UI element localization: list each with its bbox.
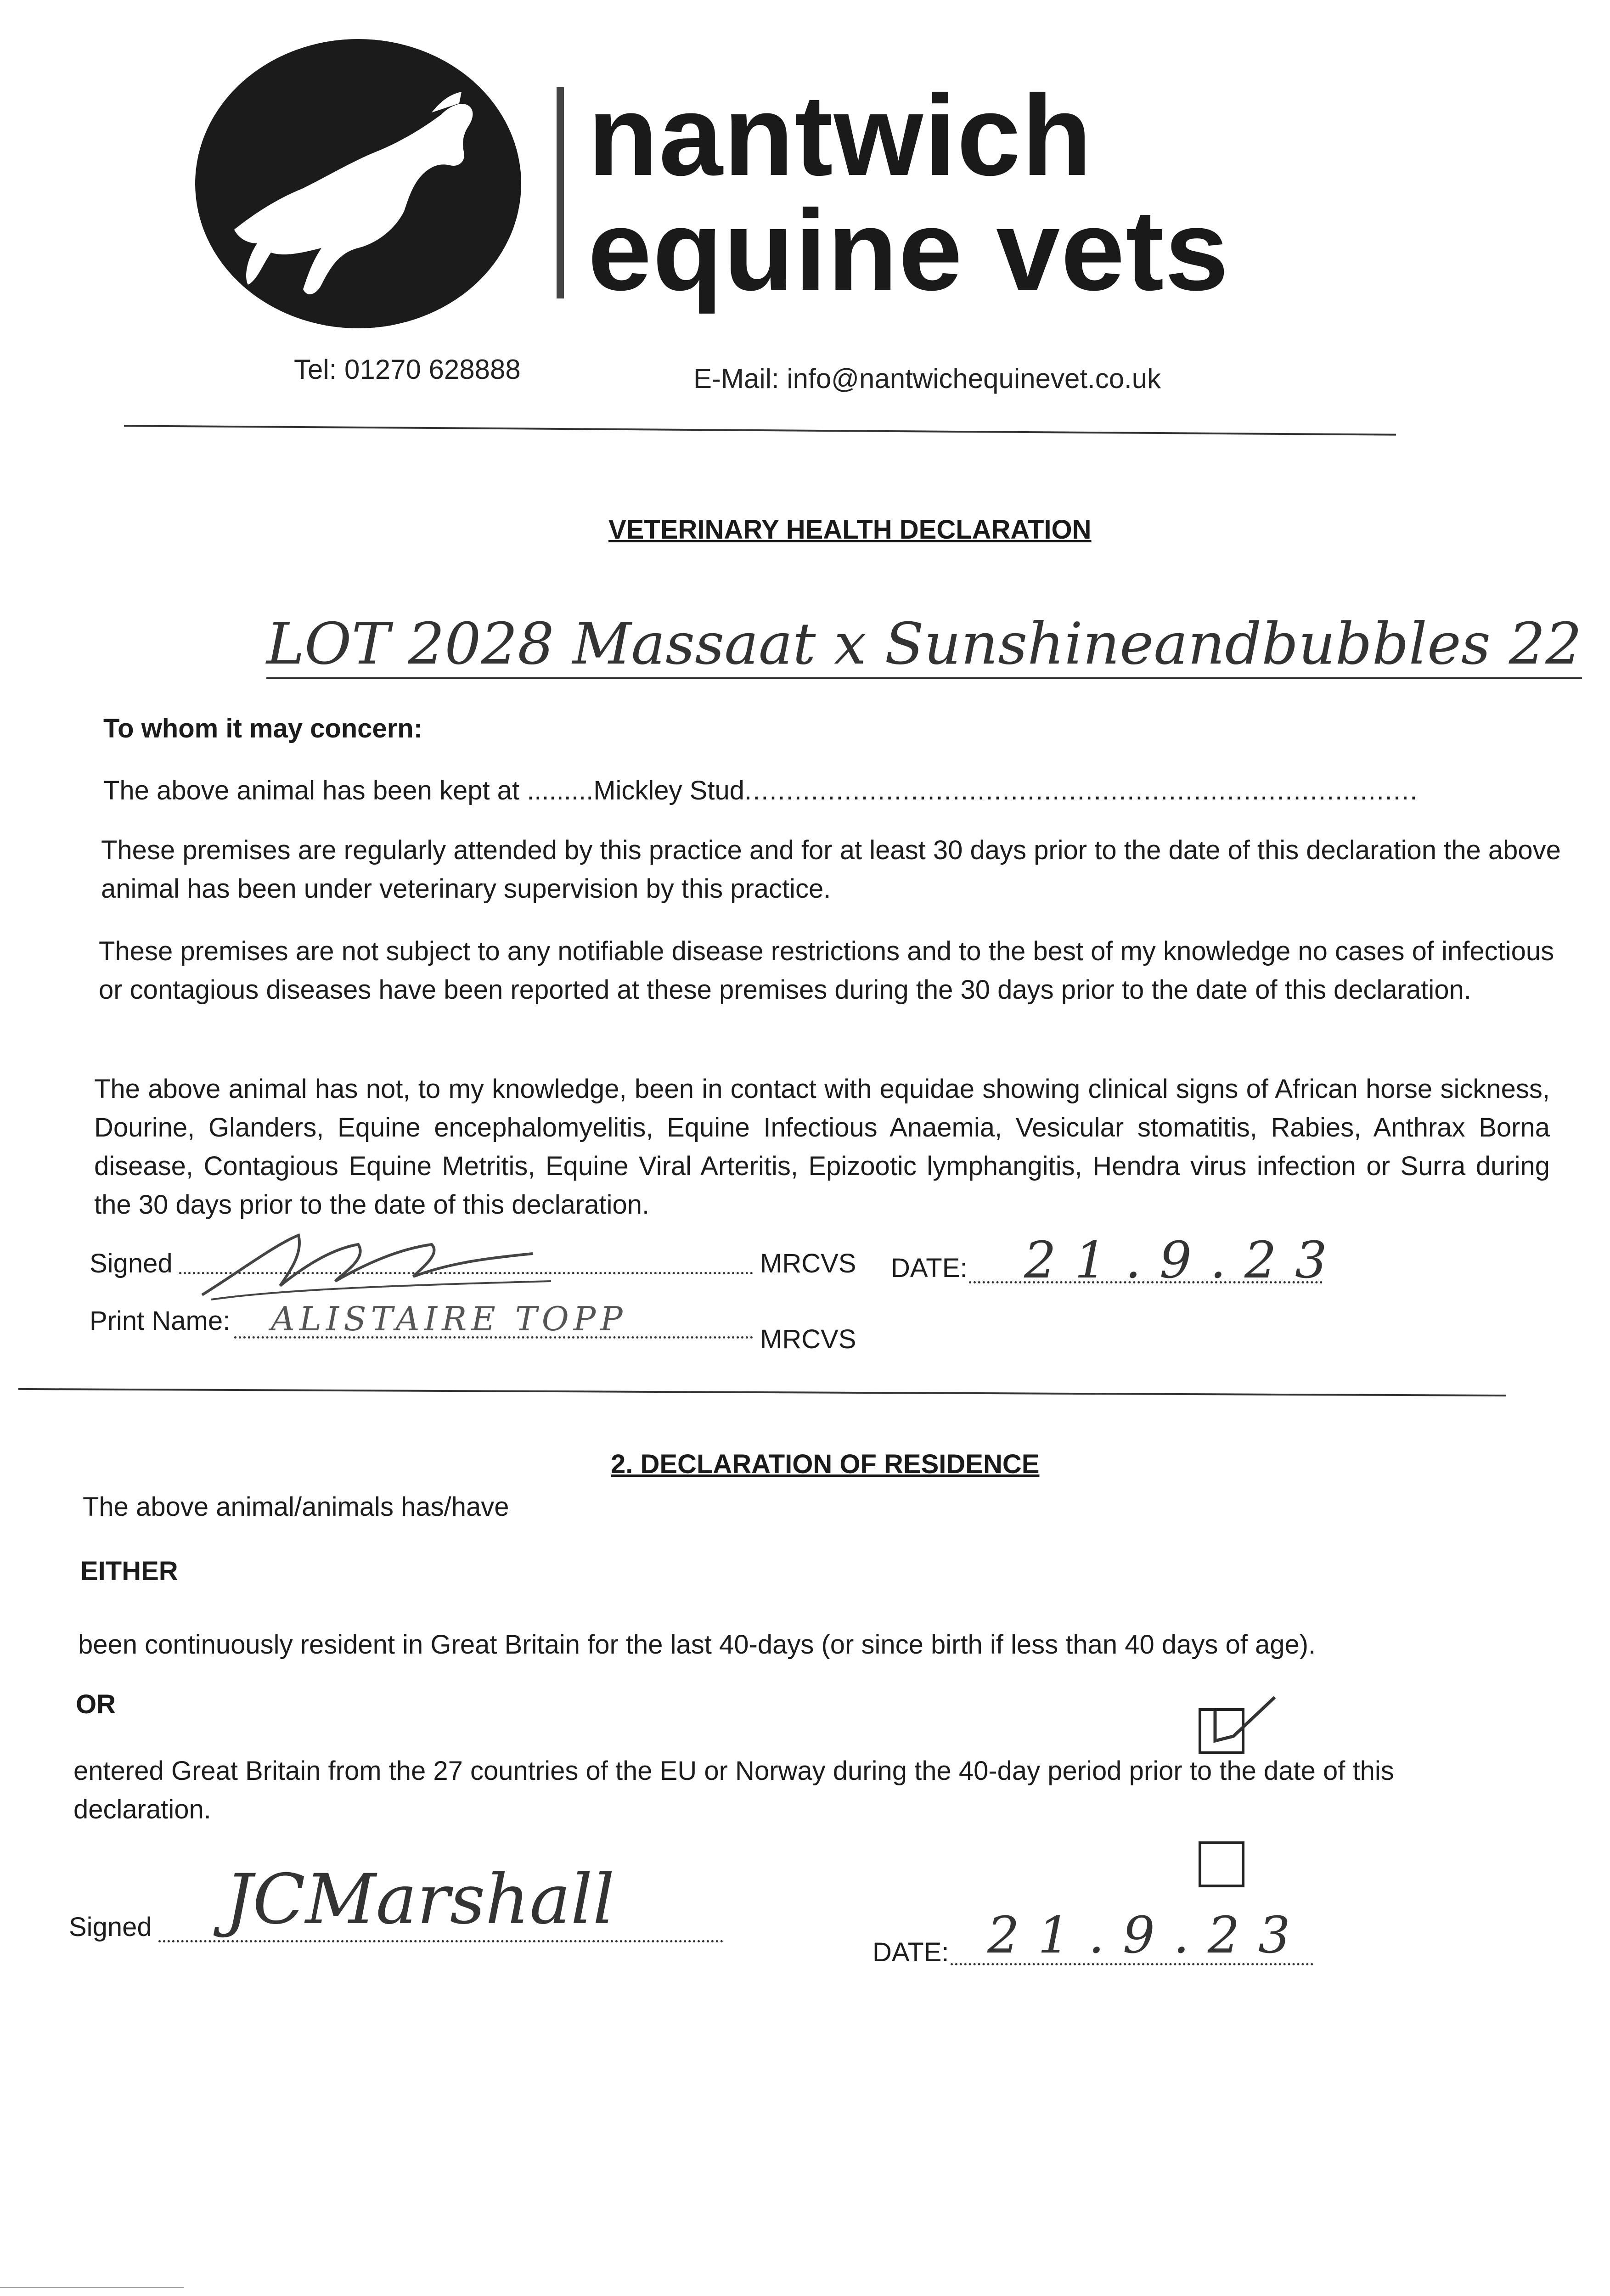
- date-label: DATE:: [891, 1253, 968, 1283]
- email-address: E-Mail: info@nantwichequinevet.co.uk: [693, 363, 1161, 394]
- scan-edge-mark: [0, 2287, 184, 2288]
- vet-signature: [184, 1217, 560, 1309]
- residence-date-label: DATE:: [873, 1937, 949, 1967]
- signed-mrcvs: MRCVS: [760, 1249, 856, 1278]
- owner-signature: JCMarshall: [225, 1860, 615, 1940]
- checkbox-resident[interactable]: [1199, 1708, 1244, 1754]
- paragraph-supervision: These premises are regularly attended by this practice and for at least 30 days prior to the date of this declaration the above animal has been under veterinary supervision by this practice.: [101, 835, 1561, 904]
- either-label: EITHER: [80, 1556, 178, 1586]
- brand-name-line2: equine vets: [588, 186, 1230, 314]
- kept-at-label: The above animal has been kept at: [103, 776, 520, 805]
- print-name-mrcvs: MRCVS: [760, 1324, 856, 1354]
- section2-title: 2. DECLARATION OF RESIDENCE: [611, 1449, 1040, 1479]
- option-entered: entered Great Britain from the 27 countries of the EU or Norway during the 40-day period prior to the date of this declaration.: [73, 1756, 1394, 1824]
- residence-date-value: 21.9.23: [987, 1906, 1309, 1964]
- logo-divider: [557, 87, 564, 298]
- kept-at-line: The above animal has been kept at .........Mickley Stud.................................................................................: [103, 776, 1419, 805]
- section1-title: VETERINARY HEALTH DECLARATION: [608, 515, 1092, 545]
- print-name-label: Print Name:: [90, 1306, 231, 1336]
- kept-at-value: .........Mickley Stud: [527, 776, 744, 805]
- residence-signature-line: [158, 1940, 723, 1942]
- paragraph-no-contact: The above animal has not, to my knowledge, been in contact with equidae showing clinical signs of African horse sickness, Dourine, Glanders, Equine encephalomyelitis, Equine Infectious Anaemia, Vesicular stomatitis, Rabies, Anthrax Borna disease, Contagious Equine Metritis, Equine Viral Arteritis, Epizootic lymphangitis, Hendra virus infection or Surra during the 30 days prior to the date of this declaration.: [94, 1074, 1550, 1220]
- checkmark-icon: [1206, 1693, 1279, 1748]
- brand-name-line1: nantwich: [588, 71, 1093, 199]
- signed-label: Signed: [90, 1249, 173, 1278]
- horse-logo-icon: [193, 37, 524, 331]
- checkbox-entered[interactable]: [1199, 1841, 1244, 1887]
- phone-number: Tel: 01270 628888: [294, 354, 521, 385]
- logo: [193, 37, 524, 331]
- date-value-handwritten: 21.9.23: [1024, 1231, 1345, 1289]
- header-rule: [124, 425, 1396, 435]
- residence-intro: The above animal/animals has/have: [83, 1492, 509, 1522]
- residence-signed-label: Signed: [69, 1912, 152, 1942]
- section-divider: [18, 1388, 1506, 1396]
- paragraph-no-restrictions: These premises are not subject to any notifiable disease restrictions and to the best of my knowledge no cases of infectious or contagious diseases have been reported at these premises during the 30 days prior to the date of this declaration.: [99, 936, 1554, 1005]
- option-resident: been continuously resident in Great Britain for the last 40-days (or since birth if less than 40 days of age).: [78, 1630, 1316, 1660]
- animal-name-handwritten: LOT 2028 Massaat x Sunshineandbubbles 22: [266, 611, 1582, 679]
- or-label: OR: [76, 1689, 116, 1719]
- greeting: To whom it may concern:: [103, 714, 423, 743]
- print-name-value: ALISTAIRE TOPP: [271, 1300, 627, 1338]
